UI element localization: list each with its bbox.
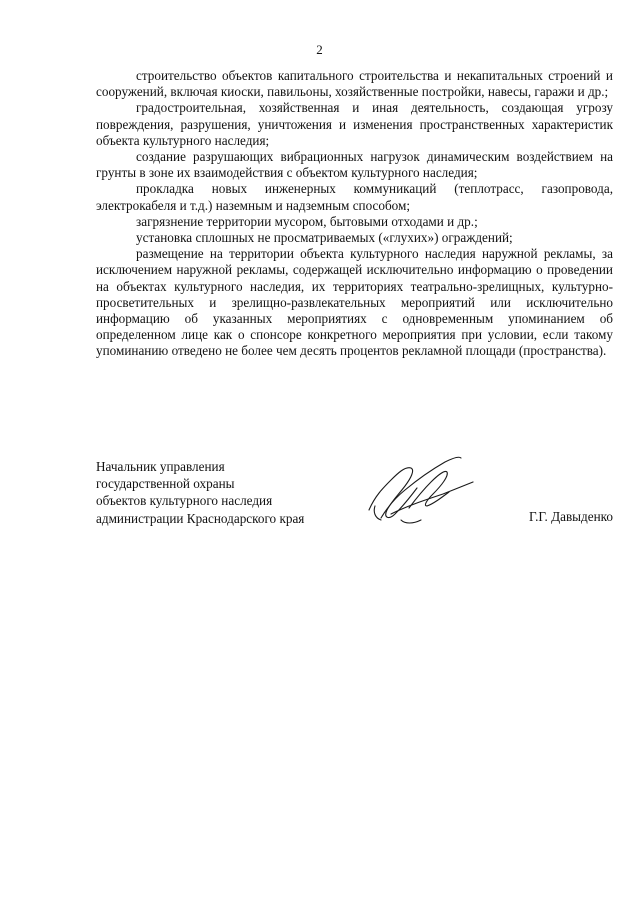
paragraph: градостроительная, хозяйственная и иная деятельность, создающая угрозу повреждения, разрушения, уничтожения и изменения пространственных характеристик объекта культурного наследия; <box>96 100 613 148</box>
signature-block <box>96 458 613 548</box>
signatory-title-line: администрации Краснодарского края <box>96 510 305 526</box>
signatory-title-line: Начальник управления <box>96 459 225 474</box>
paragraph: загрязнение территории мусором, бытовыми отходами и др.; <box>136 213 478 229</box>
page-number: 2 <box>316 42 323 57</box>
signatory-name: Г.Г. Давыденко <box>528 509 613 524</box>
signatory-title-line: объектов культурного наследия <box>96 493 273 509</box>
paragraph: строительство объектов капитального строительства и некапитальных строений и сооружений, включая киоски, павильоны, хозяйственные постройки, навесы, гаражи и др.; <box>96 68 613 100</box>
paragraph: создание разрушающих вибрационных нагрузок динамическим воздействием на грунты в зоне их взаимодействия с объектом культурного наследия; <box>96 149 613 181</box>
handwritten-signature <box>361 448 481 538</box>
paragraph: прокладка новых инженерных коммуникаций (теплотрасс, газопровода, электрокабеля и т.д.) наземным и надземным способом; <box>96 181 613 213</box>
signatory-title-line: государственной охраны <box>96 476 235 492</box>
signatory-title <box>96 458 304 527</box>
document-body <box>96 68 613 360</box>
paragraph: установка сплошных не просматриваемых («глухих») ограждений; <box>136 230 513 246</box>
paragraph: размещение на территории объекта культурного наследия наружной рекламы, за исключением наружной рекламы, содержащей исключительно информацию о проведении на объектах культурного наследия, их территориях театрально-зрелищных, культурно-просветительных и зрелищно-развлекательных мероприятий или исключительно информацию об указанных мероприятиях с одновременным упоминанием об определенном лице как о спонсоре конкретного мероприятия при условии, если такому упоминанию отведено не более чем десять процентов рекламной площади (пространства). <box>96 246 613 359</box>
